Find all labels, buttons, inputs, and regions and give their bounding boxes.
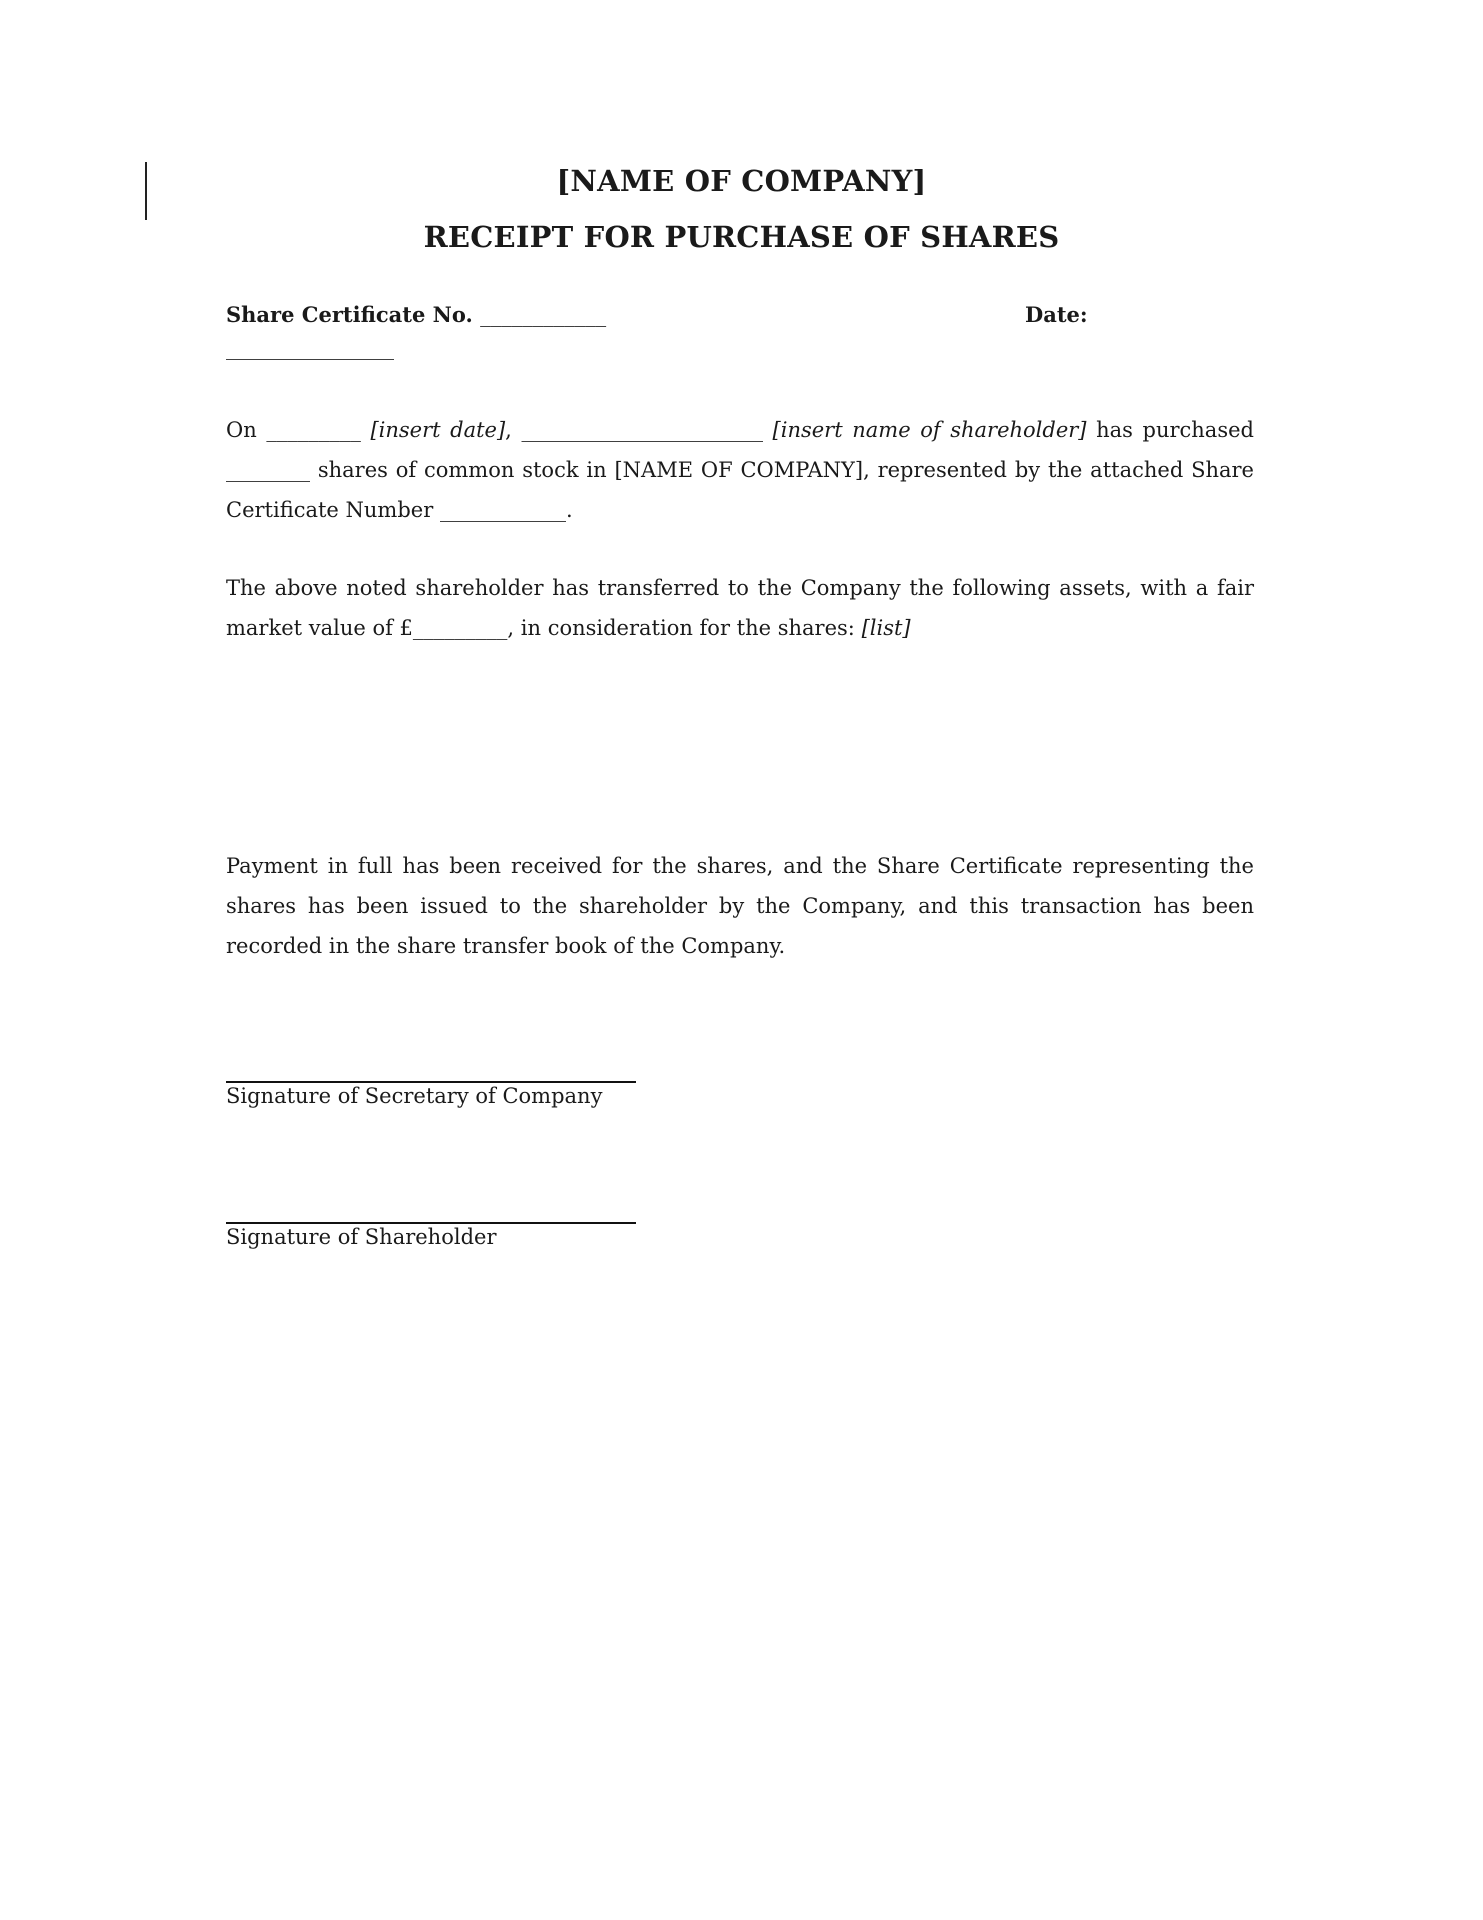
fair-value-blank[interactable]: _________ — [412, 616, 508, 640]
company-name-heading: [NAME OF COMPANY] — [556, 164, 927, 198]
period: . — [565, 498, 573, 522]
date-blank[interactable]: ________________ — [226, 336, 394, 360]
secretary-signature-label: Signature of Secretary of Company — [226, 1084, 603, 1108]
document-title: RECEIPT FOR PURCHASE OF SHARES — [423, 220, 1060, 254]
insert-date-placeholder: [insert date] — [370, 418, 506, 442]
shareholder-signature-label: Signature of Shareholder — [226, 1225, 497, 1249]
comma: , — [505, 418, 512, 442]
assets-paragraph — [226, 568, 1254, 648]
shareholder-signature-line[interactable] — [226, 1222, 636, 1224]
secretary-signature-line[interactable] — [226, 1081, 636, 1083]
consideration-text: , in consideration for the shares: — [507, 616, 855, 640]
share-count-blank[interactable]: ________ — [226, 458, 310, 482]
date-label: Date: — [1025, 302, 1088, 327]
purchase-date-blank[interactable]: _________ — [266, 418, 361, 442]
purchase-paragraph — [226, 410, 1254, 530]
certificate-number-label: Share Certificate No. — [226, 302, 473, 327]
shares-description-text: shares of common stock in [NAME OF COMPANY], represented by the attached Share Certificate Number — [226, 458, 1254, 522]
certificate-number-ref-blank[interactable]: ____________ — [439, 498, 566, 522]
list-placeholder: [list] — [861, 616, 911, 640]
payment-paragraph: Payment in full has been received for the shares, and the Share Certificate representing the shares has been issued to the shareholder by the Company, and this transaction has been recorded in the share transfer book of the Company. — [226, 854, 1254, 958]
certificate-number-blank[interactable]: ____________ — [480, 303, 607, 327]
certificate-number-line — [226, 302, 606, 327]
assets-text: The above noted shareholder has transferred to the Company the following assets, with a fair market value of £ — [226, 576, 1254, 640]
on-text: On — [226, 418, 257, 442]
insert-name-placeholder: [insert name of shareholder] — [772, 418, 1087, 442]
shareholder-name-blank[interactable]: _______________________ — [521, 418, 763, 442]
has-purchased-text: has purchased — [1096, 418, 1254, 442]
